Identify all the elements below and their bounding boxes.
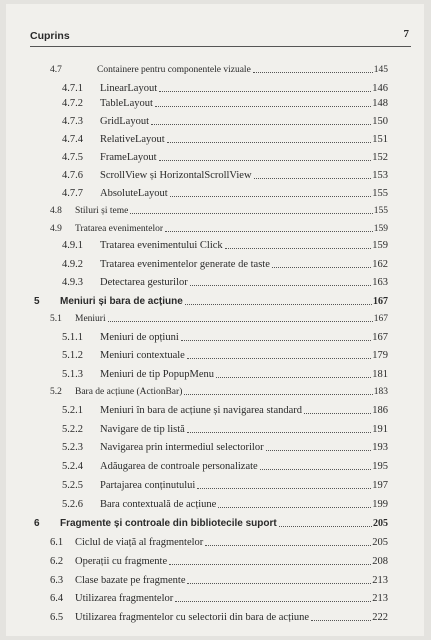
toc-entry	[50, 556, 388, 567]
entry-page: 146	[372, 83, 388, 94]
entry-title: Meniuri în bara de acțiune și navigarea standard	[100, 405, 303, 416]
page-title: Cuprins	[30, 30, 70, 42]
entry-title: TableLayout	[100, 98, 153, 109]
entry-page: 193	[372, 442, 388, 453]
leader-dots	[187, 431, 371, 433]
entry-title: Navigare de tip listă	[100, 424, 185, 435]
entry-number: 5	[34, 296, 40, 307]
entry-title: Containere pentru componentele vizuale	[97, 65, 251, 75]
entry-number: 6.5	[50, 612, 64, 623]
entry-page: 151	[372, 134, 388, 145]
entry-number: 5.2.3	[62, 442, 83, 453]
entry-number: 5.2.1	[62, 405, 83, 416]
leader-dots	[205, 544, 371, 546]
toc-entry	[62, 134, 388, 145]
toc-entry	[62, 259, 388, 270]
entry-title: Bara de acțiune (ActionBar)	[75, 387, 183, 397]
entry-number: 6	[34, 518, 40, 529]
entry-title: Tratarea evenimentelor generate de taste	[100, 259, 270, 270]
toc-entry	[50, 387, 388, 397]
toc-entry	[50, 612, 388, 623]
entry-number: 4.7.6	[62, 170, 83, 181]
entry-page: 152	[372, 152, 388, 163]
toc-entry	[62, 152, 388, 163]
entry-number: 5.1.2	[62, 350, 83, 361]
leader-dots	[159, 159, 372, 161]
entry-page: 183	[373, 387, 388, 397]
entry-number: 6.1	[50, 537, 64, 548]
entry-title: Tratarea evenimentelor	[75, 224, 164, 234]
leader-dots	[225, 247, 372, 249]
entry-number: 4.9	[50, 224, 62, 234]
entry-title: Meniuri	[75, 314, 106, 324]
entry-title: Bara contextuală de acțiune	[100, 499, 217, 510]
entry-page: 167	[373, 314, 388, 324]
entry-title: Partajarea conținutului	[100, 480, 196, 491]
entry-page: 191	[372, 424, 388, 435]
entry-page: 163	[372, 277, 388, 288]
entry-title: LinearLayout	[100, 83, 158, 94]
entry-page: 186	[372, 405, 388, 416]
entry-title: Meniuri și bara de acțiune	[60, 296, 183, 307]
entry-title: Meniuri de opțiuni	[100, 332, 179, 343]
entry-number: 4.7.3	[62, 116, 83, 127]
entry-number: 5.1.1	[62, 332, 83, 343]
toc-entry	[50, 206, 388, 216]
entry-title: ScrollView și HorizontalScrollView	[100, 170, 252, 181]
entry-page: 148	[372, 98, 388, 109]
entry-page: 213	[372, 593, 388, 604]
leader-dots	[197, 487, 371, 489]
entry-page: 222	[372, 612, 388, 623]
entry-page: 205	[372, 537, 388, 548]
entry-number: 5.2.6	[62, 499, 83, 510]
toc-entry	[62, 277, 388, 288]
toc-entry	[62, 350, 388, 361]
entry-number: 4.9.2	[62, 259, 83, 270]
toc-entry	[50, 224, 388, 234]
entry-page: 208	[372, 556, 388, 567]
entry-page: 167	[373, 296, 388, 307]
leader-dots	[181, 339, 372, 341]
leader-dots	[167, 141, 372, 143]
entry-number: 5.2.5	[62, 480, 83, 491]
entry-title: Stiluri și teme	[75, 206, 129, 216]
entry-title: AbsoluteLayout	[100, 188, 168, 199]
toc-entry	[62, 499, 388, 510]
entry-number: 4.7.7	[62, 188, 83, 199]
leader-dots	[187, 582, 371, 584]
entry-title: Meniuri contextuale	[100, 350, 185, 361]
toc-entry	[62, 116, 388, 127]
leader-dots	[254, 177, 372, 179]
entry-title: Tratarea evenimentului Click	[100, 240, 223, 251]
toc-entry	[62, 424, 388, 435]
entry-title: Detectarea gesturilor	[100, 277, 188, 288]
entry-number: 4.7	[50, 65, 62, 75]
entry-title: FrameLayout	[100, 152, 157, 163]
toc-entry	[62, 83, 388, 94]
entry-number: 4.7.1	[62, 83, 83, 94]
page-number: 7	[403, 28, 409, 40]
entry-page: 205	[373, 518, 388, 529]
leader-dots	[311, 619, 371, 621]
leader-dots	[279, 525, 372, 527]
entry-page: 213	[372, 575, 388, 586]
entry-number: 4.8	[50, 206, 62, 216]
entry-page: 199	[372, 499, 388, 510]
toc-entry	[62, 480, 388, 491]
entry-page: 145	[373, 65, 388, 75]
entry-title: Clase bazate pe fragmente	[75, 575, 186, 586]
entry-title: Ciclul de viață al fragmentelor	[75, 537, 204, 548]
entry-page: 197	[372, 480, 388, 491]
entry-page: 162	[372, 259, 388, 270]
entry-number: 4.9.3	[62, 277, 83, 288]
leader-dots	[130, 212, 372, 214]
entry-page: 153	[372, 170, 388, 181]
leader-dots	[185, 303, 372, 305]
toc-entry	[62, 405, 388, 416]
entry-title: Utilizarea fragmentelor	[75, 593, 174, 604]
entry-number: 6.4	[50, 593, 64, 604]
entry-title: Fragmente și controale din bibliotecile suport	[60, 518, 277, 529]
entry-page: 159	[373, 224, 388, 234]
entry-number: 5.1.3	[62, 369, 83, 380]
entry-page: 159	[372, 240, 388, 251]
toc-entry	[50, 575, 388, 586]
toc-entry	[62, 188, 388, 199]
entry-page: 150	[372, 116, 388, 127]
leader-dots	[190, 284, 372, 286]
leader-dots	[272, 266, 371, 268]
toc-entry	[50, 314, 388, 324]
toc-entry	[62, 170, 388, 181]
entry-number: 5.2	[50, 387, 62, 397]
entry-number: 6.3	[50, 575, 64, 586]
leader-dots	[170, 195, 372, 197]
entry-number: 6.2	[50, 556, 64, 567]
entry-title: RelativeLayout	[100, 134, 165, 145]
toc-entry	[62, 332, 388, 343]
entry-page: 167	[372, 332, 388, 343]
entry-title: Meniuri de tip PopupMenu	[100, 369, 215, 380]
entry-number: 4.7.5	[62, 152, 83, 163]
entry-number: 4.7.4	[62, 134, 83, 145]
leader-dots	[266, 449, 372, 451]
leader-dots	[165, 230, 373, 232]
entry-page: 179	[372, 350, 388, 361]
toc-entry	[62, 240, 388, 251]
entry-number: 4.7.2	[62, 98, 83, 109]
toc-entry	[62, 369, 388, 380]
leader-dots	[253, 71, 373, 73]
leader-dots	[260, 468, 372, 470]
entry-title: Adăugarea de controale personalizate	[100, 461, 258, 472]
leader-dots	[108, 320, 373, 322]
entry-title: Utilizarea fragmentelor cu selectorii din bara de acțiune	[75, 612, 310, 623]
leader-dots	[187, 357, 371, 359]
leader-dots	[175, 600, 371, 602]
toc-entry	[62, 442, 388, 453]
entry-number: 5.2.4	[62, 461, 83, 472]
entry-title: GridLayout	[100, 116, 149, 127]
entry-number: 5.2.2	[62, 424, 83, 435]
entry-page: 155	[373, 206, 388, 216]
entry-number: 5.1	[50, 314, 62, 324]
entry-page: 181	[372, 369, 388, 380]
toc-entry	[50, 593, 388, 604]
entry-title: Navigarea prin intermediul selectorilor	[100, 442, 264, 453]
leader-dots	[304, 412, 371, 414]
toc-chapter-entry	[34, 296, 388, 307]
leader-dots	[184, 393, 372, 395]
leader-dots	[218, 506, 371, 508]
entry-title: Operații cu fragmente	[75, 556, 168, 567]
entry-page: 155	[372, 188, 388, 199]
toc-entry	[62, 461, 388, 472]
leader-dots	[216, 376, 371, 378]
toc-entry	[62, 98, 388, 109]
entry-page: 195	[372, 461, 388, 472]
toc-entry	[50, 65, 388, 75]
entry-number: 4.9.1	[62, 240, 83, 251]
leader-dots	[169, 563, 371, 565]
toc-chapter-entry	[34, 518, 388, 529]
leader-dots	[155, 105, 371, 107]
leader-dots	[151, 123, 371, 125]
toc-entry	[50, 537, 388, 548]
leader-dots	[159, 90, 371, 92]
